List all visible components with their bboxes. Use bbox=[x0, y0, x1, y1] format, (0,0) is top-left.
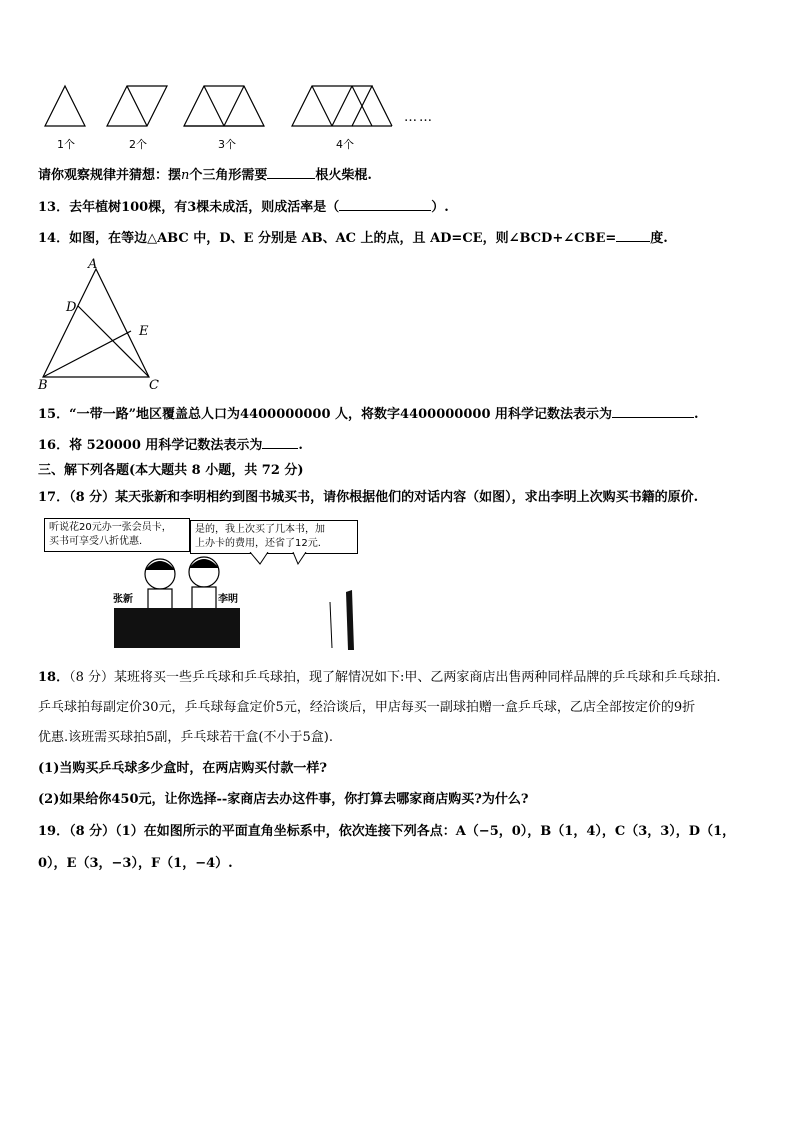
point-label-b: B bbox=[38, 378, 48, 393]
question-16: 16．将 520000 用科学记数法表示为 . bbox=[38, 438, 303, 453]
name-label-liming: 李明 bbox=[218, 594, 238, 605]
question-18-line-2: 乒乓球拍每副定价30元，乒乓球每盒定价5元，经洽谈后，甲店每买一副球拍赠一盒乒乓球，乙店全部按定价的9折 bbox=[38, 700, 696, 715]
name-label-zhangxin: 张新 bbox=[113, 594, 133, 605]
answer-blank[interactable] bbox=[616, 229, 650, 242]
speech-bubble-zhangxin: 听说花20元办一张会员卡， 买书可享受八折优惠. bbox=[44, 518, 190, 552]
question-18-sub-1: (1)当购买乒乓球多少盒时，在两店购买付款一样? bbox=[38, 761, 327, 776]
answer-blank[interactable] bbox=[262, 436, 298, 449]
pattern-1-triangles bbox=[45, 86, 85, 126]
pattern-ellipsis: …… bbox=[404, 110, 434, 125]
question-15: 15．“一带一路”地区覆盖总人口为4400000000 人，将数字4400000000 用科学记数法表示为 . bbox=[38, 407, 699, 422]
question-18-sub-2: (2)如果给你450元，让你选择--家商店去办这件事，你打算去哪家商店购买?为什么? bbox=[38, 792, 529, 807]
question-12-tail: 请你观察规律并猜想：摆n个三角形需要 根火柴棍. bbox=[38, 168, 372, 183]
question-17: 17．（8 分）某天张新和李明相约到图书城买书，请你根据他们的对话内容（如图），求出李明上次购买书籍的原价. bbox=[38, 490, 699, 505]
pattern-4-triangles bbox=[292, 86, 372, 126]
point-label-a: A bbox=[88, 257, 98, 272]
pattern-label-1: 1个 bbox=[57, 138, 75, 151]
answer-blank[interactable] bbox=[267, 166, 315, 179]
question-19-line-2: 0），E（3，−3），F（1，−4）. bbox=[38, 856, 233, 871]
equilateral-triangle-figure bbox=[0, 255, 200, 400]
section-heading: 三、解下列各题(本大题共 8 小题，共 72 分) bbox=[38, 463, 304, 478]
question-13: 13．去年植树100棵，有3棵未成活，则成活率是（ ）. bbox=[38, 200, 449, 215]
point-label-d: D bbox=[66, 300, 77, 315]
pattern-label-3: 3个 bbox=[218, 138, 236, 151]
answer-blank[interactable] bbox=[339, 198, 431, 211]
pattern-label-4: 4个 bbox=[336, 138, 354, 151]
question-18-line-1: 18．（8 分）某班将买一些乒乓球和乒乓球拍，现了解情况如下:甲、乙两家商店出售两种同样品牌的乒乓球和乒乓球拍. bbox=[38, 670, 721, 685]
matchstick-pattern-figure bbox=[0, 0, 794, 160]
point-label-e: E bbox=[139, 324, 149, 339]
point-label-c: C bbox=[149, 378, 159, 393]
question-14: 14．如图，在等边△ABC 中，D、E 分别是 AB、AC 上的点，且 AD=CE，则∠BCD+∠CBE= 度. bbox=[38, 231, 668, 246]
answer-blank[interactable] bbox=[612, 405, 694, 418]
speech-bubble-liming: 是的，我上次买了几本书，加 上办卡的费用，还省了12元. bbox=[190, 520, 358, 554]
question-18-line-3: 优惠.该班需买球拍5副，乒乓球若干盒(不小于5盒). bbox=[38, 730, 333, 745]
pattern-label-2: 2个 bbox=[129, 138, 147, 151]
pattern-3-triangles bbox=[184, 86, 264, 126]
question-19-line-1: 19．（8 分）（1）在如图所示的平面直角坐标系中，依次连接下列各点：A（−5，0），B（1，4），C（3，3），D（1， bbox=[38, 824, 736, 839]
